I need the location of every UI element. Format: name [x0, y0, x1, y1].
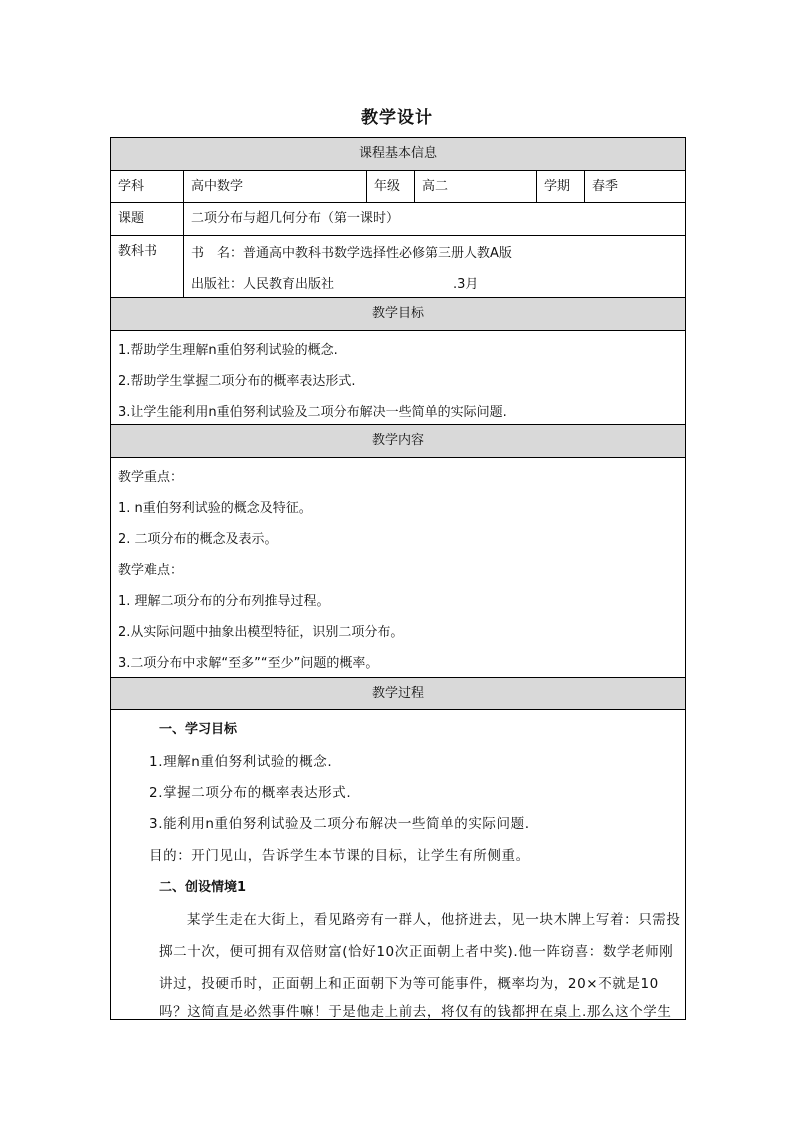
key-point-item: 1. n重伯努利试验的概念及特征。 — [118, 501, 312, 516]
goals-header: 教学目标 — [111, 298, 685, 331]
basic-info-header: 课程基本信息 — [111, 138, 685, 171]
term-value: 春季 — [584, 171, 686, 202]
learning-goal-item: 1.理解n重伯努利试验的概念. — [149, 754, 333, 770]
term-label: 学期 — [536, 171, 584, 202]
textbook-info — [183, 236, 685, 297]
goals-section — [111, 331, 685, 425]
learning-goal-item: 3.能利用n重伯努利试验及二项分布解决一些简单的实际问题. — [149, 816, 530, 832]
purpose-text: 目的：开门见山，告诉学生本节课的目标，让学生有所侧重。 — [149, 848, 530, 864]
process-section — [111, 710, 685, 1020]
grade-label: 年级 — [366, 171, 414, 202]
difficult-point-item: 3.二项分布中求解“至多”“至少”问题的概率。 — [118, 656, 379, 671]
subject-value: 高中数学 — [183, 171, 366, 202]
scenario-line: 讲过，投硬币时，正面朝上和正面朝下为等可能事件，概率均为，20×不就是10 — [159, 976, 659, 992]
goal-item: 1.帮助学生理解n重伯努利试验的概念. — [118, 343, 338, 358]
section-learning-goals-title: 一、学习目标 — [159, 722, 238, 737]
topic-value: 二项分布与超几何分布（第一课时） — [183, 203, 685, 235]
page-title: 教学设计 — [361, 108, 433, 128]
key-points-label: 教学重点： — [118, 470, 184, 485]
goal-item: 3.让学生能利用n重伯努利试验及二项分布解决一些简单的实际问题. — [118, 405, 507, 420]
scenario-line: 吗？这简直是必然事件嘛！于是他走上前去，将仅有的钱都押在桌上.那么这个学生 — [159, 1004, 672, 1020]
process-header: 教学过程 — [111, 678, 685, 710]
section-scenario-title: 二、创设情境1 — [159, 880, 247, 895]
lesson-plan-table — [110, 137, 686, 1020]
book-name-line: 书 名：普通高中教科书数学选择性必修第三册人教A版 — [191, 246, 512, 261]
key-point-item: 2. 二项分布的概念及表示。 — [118, 532, 278, 547]
difficult-points-label: 教学难点： — [118, 563, 184, 578]
content-header: 教学内容 — [111, 425, 685, 458]
learning-goal-item: 2.掌握二项分布的概率表达形式. — [149, 785, 352, 801]
scenario-line: 某学生走在大街上，看见路旁有一群人，他挤进去，见一块木牌上写着：只需投 — [187, 912, 681, 928]
subject-label: 学科 — [118, 179, 145, 194]
content-section — [111, 458, 685, 678]
publisher-date: .3月 — [453, 277, 479, 292]
scenario-line: 掷二十次，便可拥有双倍财富(恰好10次正面朝上者中奖).他一阵窃喜：数学老师刚 — [159, 944, 674, 960]
topic-row — [111, 203, 685, 236]
goal-item: 2.帮助学生掌握二项分布的概率表达形式. — [118, 374, 356, 389]
textbook-row — [111, 236, 685, 298]
topic-label: 课题 — [118, 211, 145, 226]
difficult-point-item: 1. 理解二项分布的分布列推导过程。 — [118, 594, 330, 609]
textbook-label: 教科书 — [118, 244, 158, 259]
subject-row — [111, 171, 685, 203]
difficult-point-item: 2.从实际问题中抽象出模型特征，识别二项分布。 — [118, 625, 404, 640]
grade-value: 高二 — [414, 171, 536, 202]
publisher-line: 出版社：人民教育出版社 — [191, 277, 335, 292]
